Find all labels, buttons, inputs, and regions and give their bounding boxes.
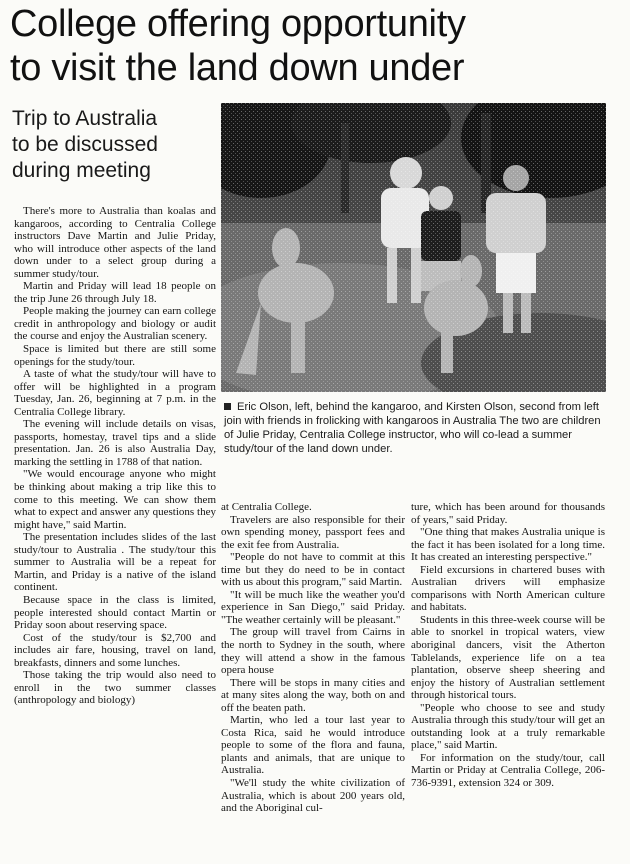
subheadline-line-2: to be discussed [12, 133, 158, 156]
paragraph: Travelers are also responsible for their own spending money, passport fees and the exit fee from Australia. [221, 513, 405, 551]
paragraph: Field excursions in chartered buses with Australian drivers will emphasize comparisons with North American culture and habitats. [411, 563, 605, 614]
headline-line-1: College offering opportunity [10, 3, 466, 45]
subheadline-line-3: during meeting [12, 159, 151, 182]
paragraph: A taste of what the study/tour will have to offer will be highlighted in a program Tuesday, Jan. 26, beginning at 7 p.m. in the Centralia College library. [14, 368, 216, 418]
paragraph: Cost of the study/tour is $2,700 and includes air fare, housing, travel on land, breakfasts, dinners and some lunches. [14, 631, 216, 669]
paragraph: People making the journey can earn college credit in anthropology and biology or audit the course and enjoy the Australian scenery. [14, 305, 216, 343]
paragraph: "It will be much like the weather you'd experience in San Diego," said Priday. "The weather certainly will be pleasant." [221, 588, 405, 626]
subheadline [12, 106, 212, 184]
paragraph: Those taking the trip would also need to enroll in the two summer classes (anthropology and biology) [14, 669, 216, 707]
photo-children-with-kangaroos [221, 103, 606, 392]
paragraph: The group will travel from Cairns in the north to Sydney in the south, where they will attend a show in the famous opera house [221, 626, 405, 677]
paragraph: "People who choose to see and study Australia through this study/tour will get an outstanding look at a truly remarkable place," said Martin. [411, 701, 605, 752]
article-column-3 [411, 501, 605, 790]
paragraph: "One thing that makes Australia unique is the fact it has been isolated for a long time. It has created an interesting perspective." [411, 526, 605, 564]
paragraph: ture, which has been around for thousands of years," said Priday. [411, 501, 605, 526]
paragraph: Martin, who led a tour last year to Costa Rica, said he would introduce people to some of the flora and fauna, plants and animals, that are unique to Australia. [221, 714, 405, 777]
caption-bullet-icon [224, 403, 231, 410]
paragraph: There's more to Australia than koalas and kangaroos, according to Centralia College instructors Dave Martin and Julie Priday, who will introduce other aspects of the land down under to a select group during a summer study/tour. [14, 205, 216, 280]
paragraph: Martin and Priday will lead 18 people on the trip June 26 through July 18. [14, 280, 216, 305]
paragraph: For information on the study/tour, call Martin or Priday at Centralia College, 206-736-9391, extension 324 or 309. [411, 751, 605, 790]
paragraph: Students in this three-week course will be able to snorkel in tropical waters, view aboriginal dancers, visit the Atherton Tablelands, experience life on a tea plantation, observe sheep sheering and enjoy the history of Australian settlement through historical tours. [411, 613, 605, 702]
photo-image [221, 103, 606, 392]
article-column-1 [14, 205, 216, 707]
subheadline-line-1: Trip to Australia [12, 107, 158, 130]
article-column-2 [221, 501, 405, 815]
headline [10, 2, 622, 90]
paragraph: at Centralia College. [221, 501, 312, 513]
photo-caption [224, 400, 604, 456]
paragraph: "People do not have to commit at this time but they do need to be in contact with us about this program," said Martin. [221, 551, 405, 589]
paragraph: Space is limited but there are still some openings for the study/tour. [14, 343, 216, 368]
paragraph: Because space in the class is limited, people interested should contact Martin or Priday soon about reserving space. [14, 593, 216, 632]
photo-caption-text: Eric Olson, left, behind the kangaroo, and Kirsten Olson, second from left join with friends in frolicking with kangaroos in Australia The two are children of Julie Priday, Centralia College instructor, who will co-lead a summer study/tour of the land down under. [224, 401, 601, 455]
paragraph: "We'll study the white civilization of Australia, which is about 200 years old, and the Aboriginal cul- [221, 777, 405, 815]
headline-line-2: to visit the land down under [10, 47, 465, 89]
paragraph: There will be stops in many cities and at many sites along the way, both on and off the beaten path. [221, 676, 405, 714]
paragraph: "We would encourage anyone who might be thinking about making a trip like this to come to this meeting. We can show them what to expect and answer any questions they might have," said Martin. [14, 468, 216, 531]
paragraph: The evening will include details on visas, passports, homestay, travel tips and a slide presentation. Jan. 26 is also Australia Day, marking the settling in 1788 of that nation. [14, 418, 216, 468]
paragraph: The presentation includes slides of the last study/tour to Australia . The study/tour this summer to Australia will be a repeat for Martin, and Priday is a native of the island continent. [14, 531, 216, 594]
